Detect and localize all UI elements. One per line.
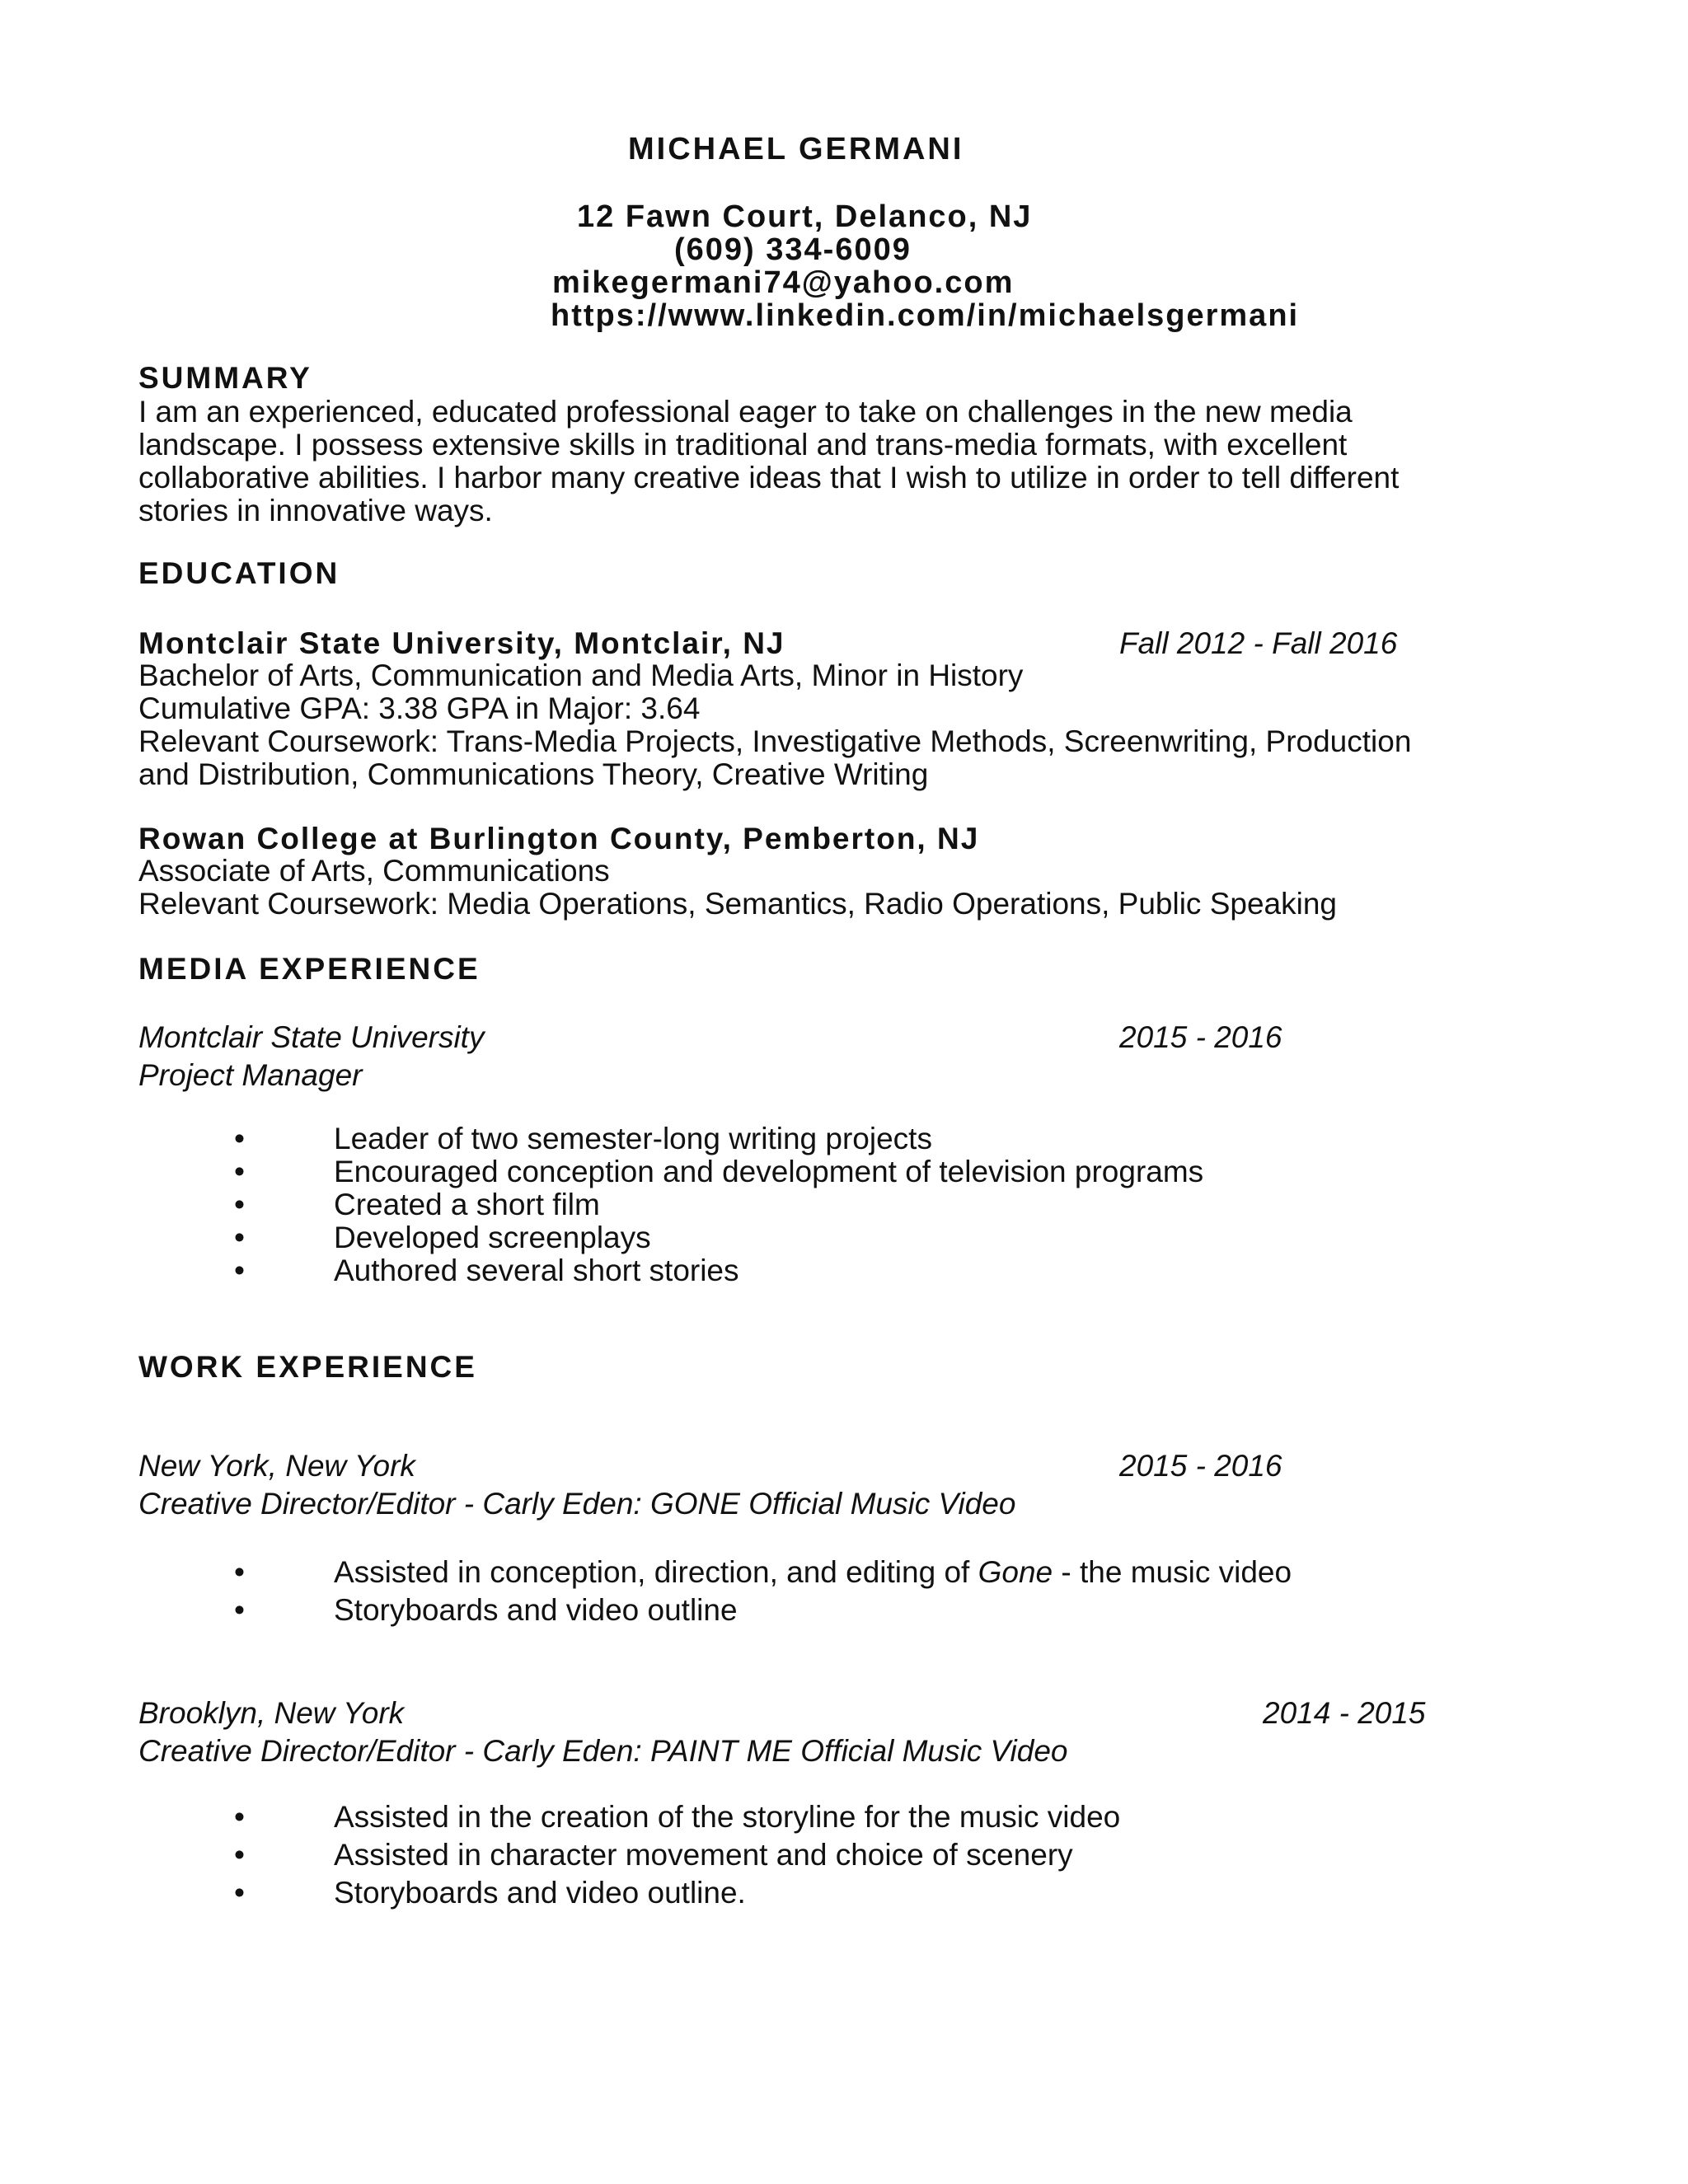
work-experience-heading: WORK EXPERIENCE	[138, 1350, 477, 1384]
media-role: Project Manager	[138, 1058, 363, 1092]
school-details	[138, 659, 1540, 791]
bullet-icon: •	[234, 1122, 245, 1155]
job-location: New York, New York	[138, 1449, 415, 1483]
bullet-icon: •	[234, 1876, 245, 1910]
job-title: Creative Director/Editor - Carly Eden: PAINT ME Official Music Video	[138, 1734, 1068, 1768]
summary-text	[138, 396, 1540, 527]
resume-name: MICHAEL GERMANI	[628, 132, 964, 166]
bullet-icon: •	[234, 1800, 245, 1834]
school-detail-line: Associate of Arts, Communications	[138, 854, 610, 888]
contact-linkedin[interactable]: https://www.linkedin.com/in/michaelsgermani	[551, 298, 1300, 333]
summary-heading: SUMMARY	[138, 361, 312, 395]
bullet-icon: •	[234, 1188, 245, 1221]
job-dates: 2014 - 2015	[1263, 1696, 1426, 1730]
contact-address: 12 Fawn Court, Delanco, NJ	[577, 199, 1033, 234]
summary-line: I am an experienced, educated professional eager to take on challenges in the new media	[138, 395, 1353, 429]
media-dates: 2015 - 2016	[1119, 1020, 1282, 1054]
job-title: Creative Director/Editor - Carly Eden: GONE Official Music Video	[138, 1487, 1016, 1521]
contact-phone: (609) 334-6009	[674, 232, 912, 267]
school-name: Rowan College at Burlington County, Pemberton, NJ	[138, 822, 980, 855]
bullet-icon: •	[234, 1155, 245, 1188]
bullet-icon: •	[234, 1254, 245, 1287]
bullet-icon: •	[234, 1555, 245, 1589]
media-experience-heading: MEDIA EXPERIENCE	[138, 952, 481, 986]
school-name: Montclair State University, Montclair, NJ	[138, 626, 785, 660]
job-location: Brooklyn, New York	[138, 1696, 405, 1730]
summary-line: collaborative abilities. I harbor many creative ideas that I wish to utilize in order to tell different	[138, 461, 1400, 494]
media-org: Montclair State University	[138, 1020, 485, 1054]
school-detail-line: Cumulative GPA: 3.38 GPA in Major: 3.64	[138, 691, 701, 725]
summary-line: stories in innovative ways.	[138, 494, 493, 527]
education-heading: EDUCATION	[138, 556, 340, 590]
school-detail-line: Relevant Coursework: Media Operations, Semantics, Radio Operations, Public Speaking	[138, 887, 1338, 921]
school-dates: Fall 2012 - Fall 2016	[1119, 626, 1398, 660]
bullet-icon: •	[234, 1221, 245, 1254]
school-detail-line: Bachelor of Arts, Communication and Media Arts, Minor in History	[138, 658, 1024, 692]
bullet-icon: •	[234, 1838, 245, 1872]
school-detail-line: and Distribution, Communications Theory, Creative Writing	[138, 757, 929, 791]
bullet-icon: •	[234, 1593, 245, 1627]
school-detail-line: Relevant Coursework: Trans-Media Projects, Investigative Methods, Screenwriting, Production	[138, 724, 1412, 758]
job-dates: 2015 - 2016	[1119, 1449, 1282, 1483]
summary-line: landscape. I possess extensive skills in traditional and trans-media formats, with excellent	[138, 428, 1348, 462]
school-details	[138, 855, 1540, 921]
contact-email[interactable]: mikegermani74@yahoo.com	[552, 265, 1015, 300]
